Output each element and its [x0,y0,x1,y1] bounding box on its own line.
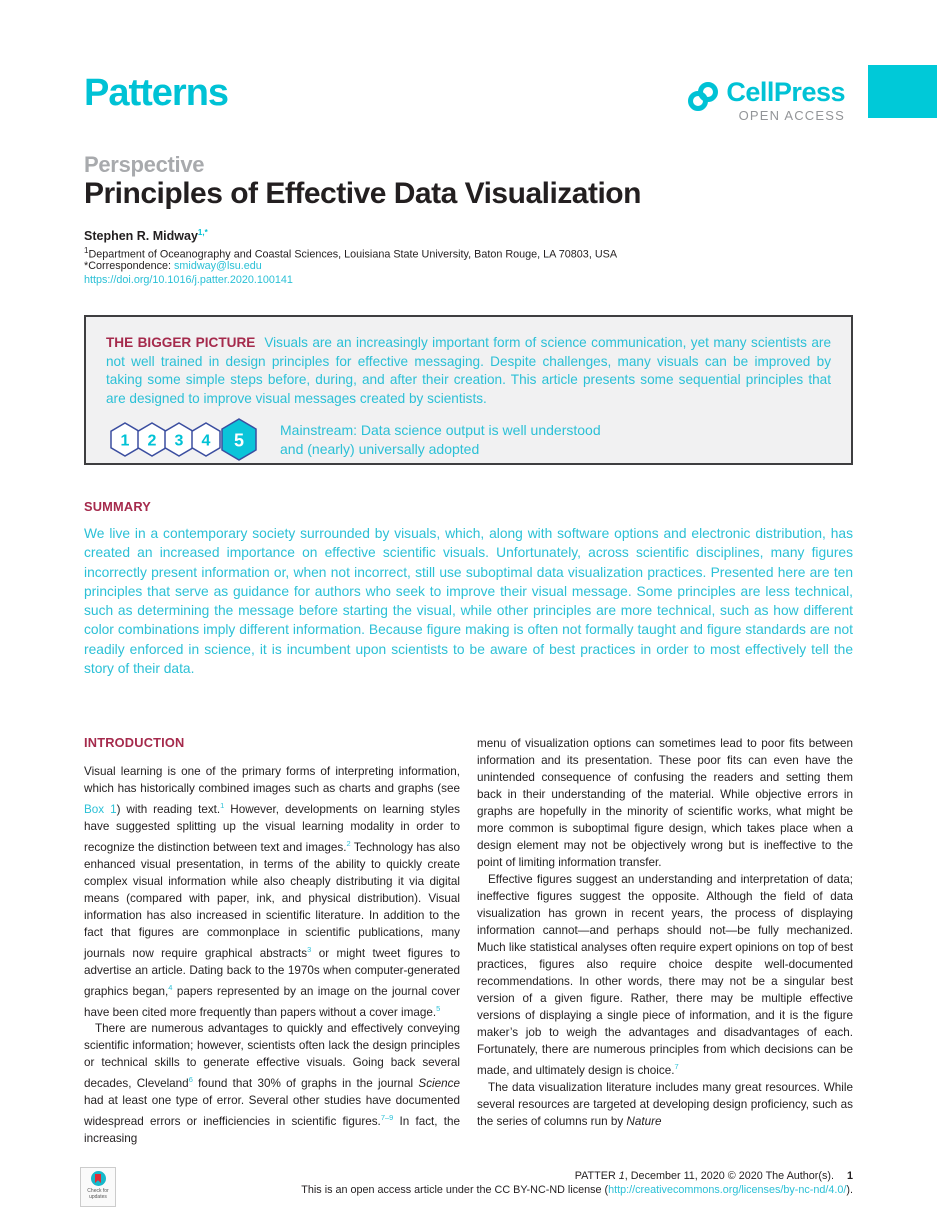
check-for-updates-badge[interactable] [80,1167,116,1207]
intro-paragraph-5 [477,1079,853,1130]
hexagon-4-number: 4 [201,432,211,450]
author-superscript: 1,* [197,228,208,237]
check-for-updates-label: Check for updates [87,1188,109,1200]
author-name: Stephen R. Midway [84,229,198,244]
paragraph-text: In fact, the increasing [84,1115,460,1146]
correspondence-label: *Correspondence: [84,260,175,272]
ref-4[interactable]: 4 [168,982,173,992]
footer-date-copyright: , December 11, 2020 © 2020 The Author(s). [624,1170,834,1182]
footer-journal-abbrev: PATTER [574,1170,619,1182]
ref-5[interactable]: 5 [436,1003,441,1013]
affiliation-text: Department of Oceanography and Coastal Sciences, Louisiana State University, Baton Rouge, LA 70803, USA [88,248,618,261]
bigger-picture-paragraph [106,334,831,408]
ref-3[interactable]: 3 [307,944,312,954]
bigger-picture-box [84,315,853,465]
paragraph-text: papers represented by an image on the journal cover have been cited more frequently than papers without a cover image. [84,984,460,1019]
cellpress-logo [686,78,845,123]
maturity-caption-line1: Mainstream: Data science output is well understood [280,422,601,439]
footer-license-line [301,1184,853,1196]
patterns-journal-logo: Patterns [84,72,229,114]
affiliation-line [84,246,617,261]
introduction-heading: INTRODUCTION [84,735,185,750]
hexagon-1-number: 1 [120,432,130,450]
paragraph-text: There are numerous advantages to quickly and effectively conveying scientific information; however, scientists often lack the design principles or technical skills to generate effective visuals. Going back several decades, Cleveland [84,1022,460,1091]
intro-paragraph-2 [84,1020,460,1147]
journal-name-italic: Science [418,1077,460,1091]
cellpress-icon [686,80,720,114]
summary-paragraph: We live in a contemporary society surrounded by visuals, which, along with software options and electronic distribution, has created an increased importance on effective scientific visuals. Unfortunately, across scientific disciplines, many figures incorrectly present information or, when not incorrect, still use suboptimal data visualization practices. Presented here are ten principles that serve as guidance for authors who seek to improve their visual message. Some principles are less technical, such as determining the message before starting the visual, while other principles are more technical, such as how different color combinations imply different information. Because figure making is often not formally taught and figure standards are not readily enforced in science, it is incumbent upon scientists to be aware of best practices in order to most effectively tell the story of their data. [84,526,853,677]
summary-heading: SUMMARY [84,499,152,514]
page-title: Principles of Effective Data Visualization [84,177,641,210]
ref-2[interactable]: 2 [346,838,351,848]
author-line [84,228,208,243]
license-text-end: ). [846,1184,853,1196]
intro-paragraph-1 [84,763,460,1020]
cellpress-wordmark: CellPress [726,77,845,107]
hexagon-3-number: 3 [174,432,184,450]
left-column [84,735,460,1147]
cc-license-link[interactable]: http://creativecommons.org/licenses/by-nc-nd/4.0/ [608,1184,847,1196]
paragraph-text: found that 30% of graphs in the journal [192,1077,419,1091]
open-access-label: OPEN ACCESS [738,108,845,123]
maturity-hexagon-scale [108,417,266,463]
footer-volume-italic: 1 [618,1170,625,1182]
box-1-link[interactable]: Box 1 [84,802,117,816]
right-column [477,735,853,1147]
intro-paragraph-3: menu of visualization options can sometimes lead to poor fits between information and its presentation. These poor fits can even have the unintended consequence of confusing the readers and setting them back in their understanding of the material. While objective errors in graphs are hopefully in the minority of scientific works, what might be more common is suboptimal figure design, which takes place when a design element may not be objectively wrong but is ineffective to the point of limiting information transfer. [477,737,853,869]
intro-paragraph-4 [477,871,853,1079]
bookmark-icon [95,1174,101,1183]
maturity-caption-line2: and (nearly) universally adopted [280,441,480,458]
ref-7[interactable]: 7 [674,1062,679,1071]
doi-link[interactable]: https://doi.org/10.1016/j.patter.2020.100141 [84,274,293,286]
paragraph-text: had at least one type of error. Several other studies have documented widespread errors or inefficiencies in scientific figures. [84,1094,460,1129]
maturity-caption [280,421,601,459]
bigger-picture-text: Visuals are an increasingly important form of science communication, yet many scientists are not well trained in design principles for effective messaging. Despite challenges, many visuals can be improved by taking some simple steps before, during, and after their creation. This article presents some sequential principles that are designed to improve visual messages created by scientists. [106,335,832,406]
doi-line [84,274,293,286]
ref-6[interactable]: 6 [188,1075,193,1085]
paragraph-text: Visual learning is one of the primary forms of interpreting information, which has historically combined images such as charts and graphs (see [84,765,460,795]
paragraph-text: Technology has also enhanced visual presentation, in terms of the ability to quickly create complex visual information while also cheaply distributing it via digital means (compared with paper, ink, and physical distribution). Visual information has also increased in scientific literature. In addition to the fact that figures are commonplace in scientific publications, many journals now require graphical abstracts [84,840,460,960]
ref-1[interactable]: 1 [220,801,225,810]
maturity-progress-row [106,417,831,463]
footer-citation-line [575,1170,853,1182]
paragraph-text: The data visualization literature includes many great resources. While several resources are targeted at developing design proficiency, such as the series of columns run by [477,1080,853,1128]
article-type-kicker: Perspective [84,152,205,177]
paragraph-text: However, developments on learning styles have suggested splitting up the visual learning modality in order to recognize the distinction between text and images. [84,802,460,854]
check-for-updates-icon [91,1171,106,1186]
hexagon-5-number-active: 5 [233,430,245,451]
hexagon-2-number: 2 [147,432,157,450]
body-columns [84,735,853,1147]
bigger-picture-label: THE BIGGER PICTURE [106,335,256,350]
correspondence-line [84,260,262,272]
paragraph-text: Effective figures suggest an understanding and interpretation of data; ineffective figures suggest the opposite. Although the field of data visualization has grown in recent years, the process of displaying information cannot—and perhaps should not—be fully mechanized. Much like statistical analyses often require expert opinions on top of best practices, figures also require choice despite well-documented recommendations. In other words, there may not be a singular best version of a given figure. Rather, there may be multiple effective versions of displaying a single piece of information, and it is the figure maker’s job to weigh the advantages and disadvantages of each. Fortunately, there are numerous principles from which decisions can be made, and ultimately design is choice. [477,873,853,1077]
correspondence-email-link[interactable]: smidway@lsu.edu [174,260,262,272]
page-number: 1 [846,1170,853,1182]
affiliation-superscript: 1 [84,246,89,255]
paragraph-text: or might tweet figures to advertise an article. Dating back to the 1970s when computer-generated graphics began, [84,946,460,998]
brand-corner-rect [868,65,937,118]
journal-name-italic: Nature [626,1114,662,1128]
license-text: This is an open access article under the CC BY-NC-ND license ( [301,1184,609,1196]
ref-7-9[interactable]: 7–9 [380,1113,394,1123]
paragraph-text: ) with reading text. [116,802,221,816]
